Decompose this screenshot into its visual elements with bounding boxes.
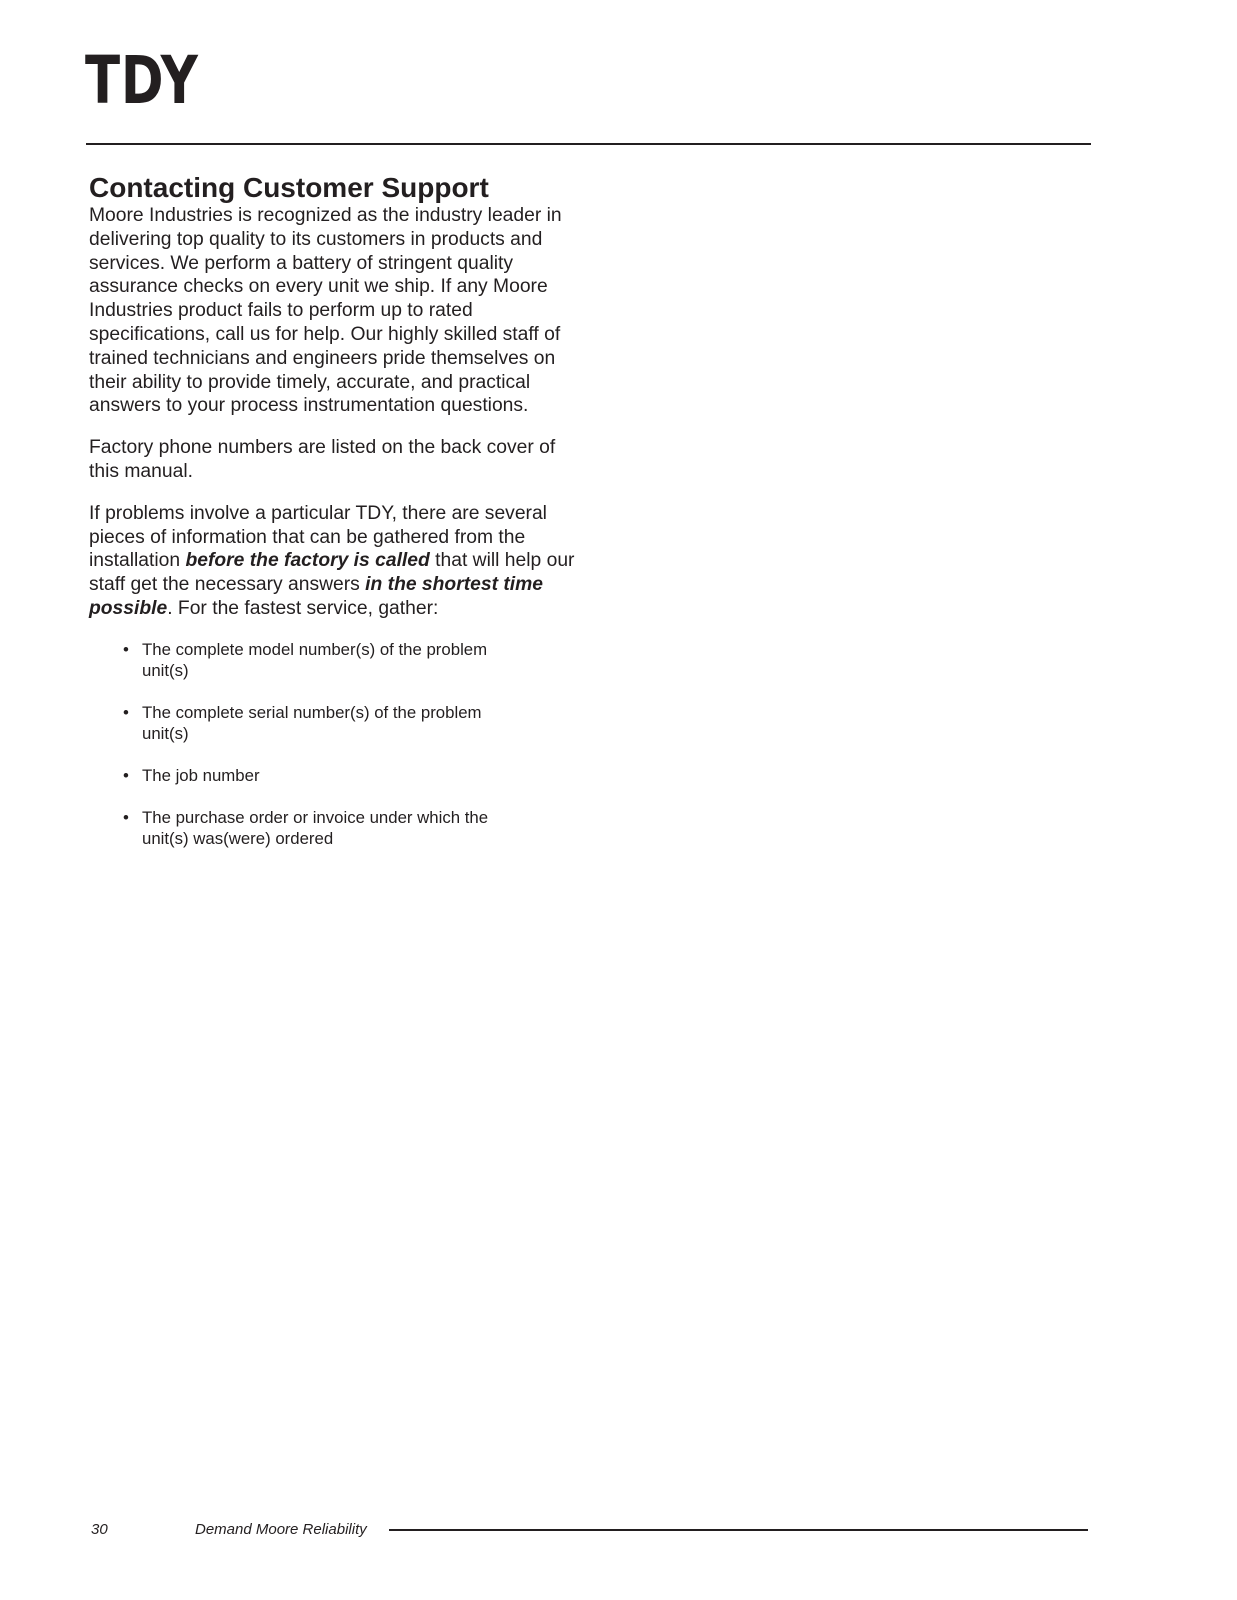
- list-item-text: The job number: [142, 765, 260, 785]
- gather-info-text-3: . For the fastest service, gather:: [167, 597, 439, 619]
- header-divider: [86, 143, 1091, 145]
- bullet-icon: •: [123, 807, 129, 827]
- gather-info-emphasis-1: before the factory is called: [185, 550, 430, 572]
- footer-tagline: Demand Moore Reliability: [195, 1521, 367, 1538]
- gather-info-emphasis-2: in the shortest time possible: [89, 574, 543, 619]
- list-item: [123, 765, 523, 786]
- gather-info-text-2: that will help our staff get the necessary answers: [89, 550, 575, 596]
- list-item-text: The purchase order or invoice under which the unit(s) was(were) ordered: [142, 807, 489, 848]
- gather-info-paragraph: [89, 502, 589, 621]
- intro-paragraph: Moore Industries is recognized as the industry leader in delivering top quality to its customers in products and services. We perform a battery of stringent quality assurance checks on every unit we ship. If any Moore Industries product fails to perform up to rated specifications, call us for help. Our highly skilled staff of trained technicians and engineers pride themselves on their ability to provide timely, accurate, and practical answers to your process instrumentation questions.: [89, 205, 562, 417]
- list-item-text: The complete model number(s) of the problem unit(s): [142, 639, 488, 680]
- info-checklist: [123, 639, 523, 849]
- section-heading: Contacting Customer Support: [89, 172, 489, 203]
- bullet-icon: •: [123, 702, 129, 722]
- page-header-title: TDY: [85, 42, 199, 119]
- bullet-icon: •: [123, 765, 129, 785]
- bullet-icon: •: [123, 639, 129, 659]
- main-content: [89, 172, 589, 870]
- gather-info-text-1: If problems involve a particular TDY, there are several pieces of information that can be gathered from the installation: [89, 502, 547, 572]
- phone-numbers-paragraph: Factory phone numbers are listed on the back cover of this manual.: [89, 437, 556, 482]
- list-item: [123, 702, 523, 744]
- list-item-text: The complete serial number(s) of the problem unit(s): [142, 702, 482, 743]
- list-item: [123, 807, 523, 849]
- page-number: 30: [91, 1521, 108, 1538]
- footer-divider: [389, 1529, 1088, 1531]
- list-item: [123, 639, 523, 681]
- page-footer: [0, 1518, 1237, 1542]
